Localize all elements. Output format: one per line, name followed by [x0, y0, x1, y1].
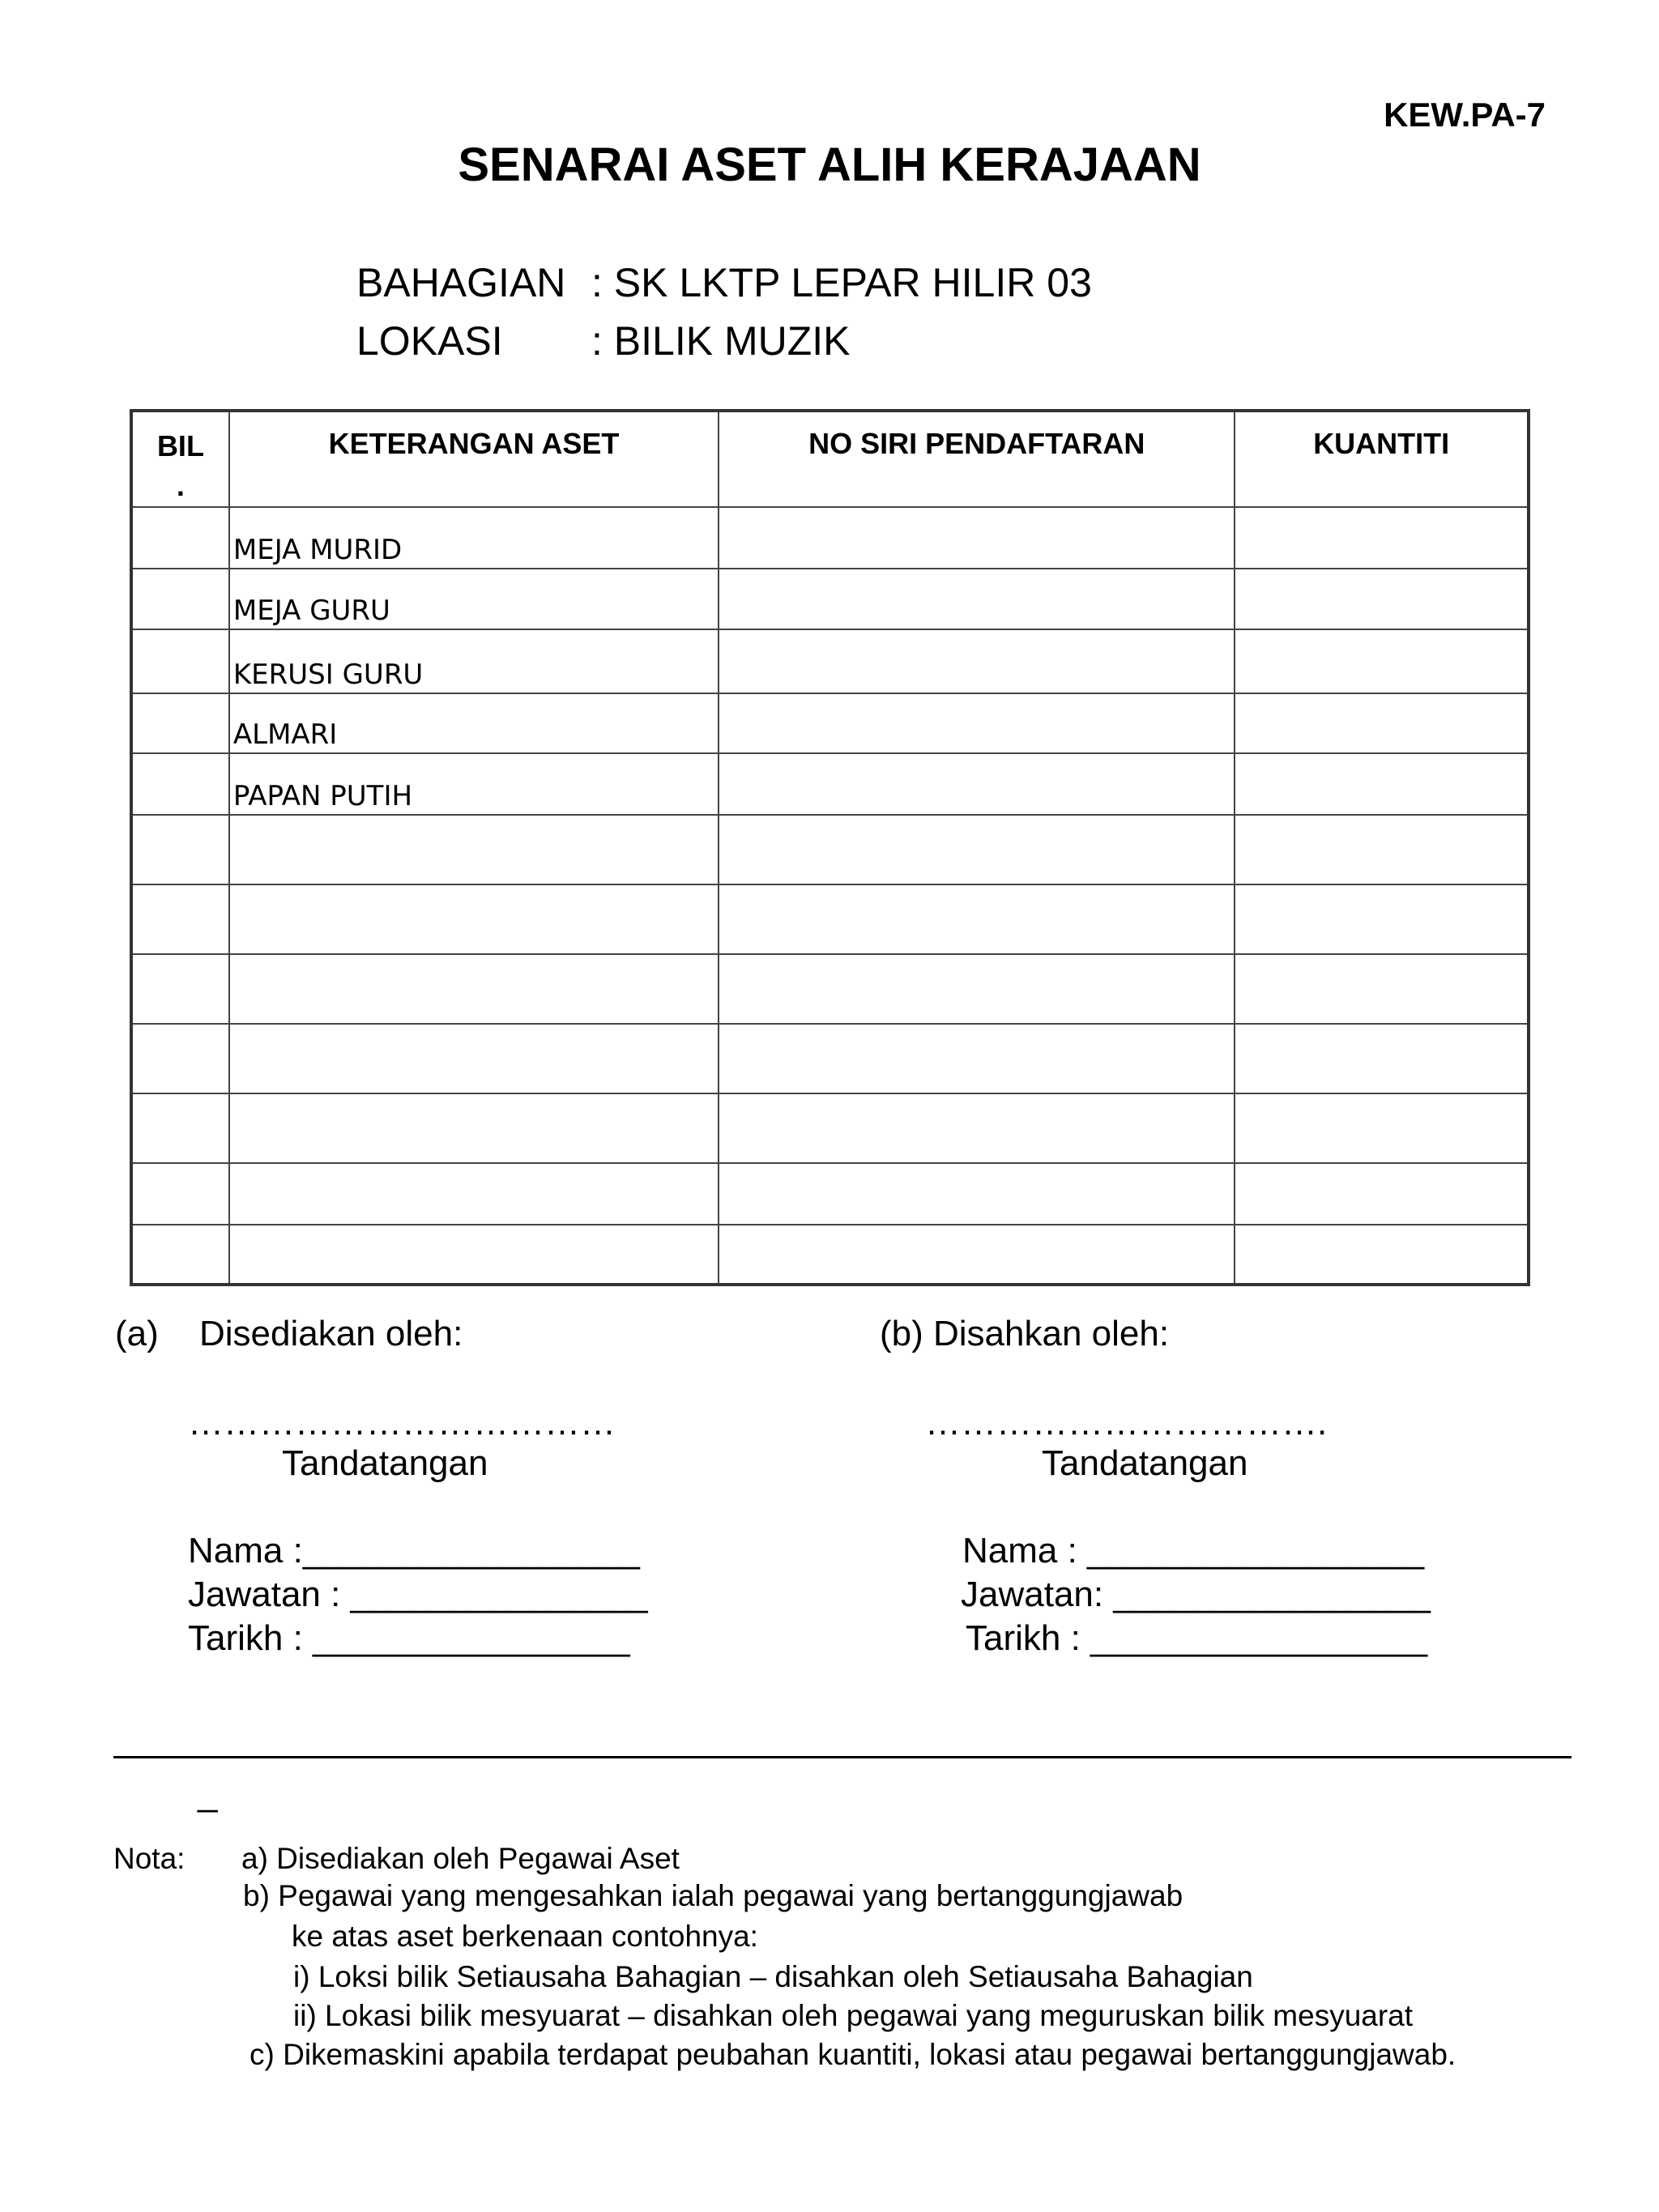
cell-kuantiti: [1235, 1163, 1529, 1225]
cell-keterangan: ALMARI: [229, 693, 719, 753]
page-title: SENARAI ASET ALIH KERAJAAN: [458, 139, 1201, 191]
cell-no-siri: [719, 1093, 1235, 1163]
bahagian-line: [356, 259, 1092, 306]
sig-a-tandatangan: Tandatangan: [282, 1443, 488, 1483]
sig-a-letter: (a): [115, 1314, 159, 1353]
cell-bil: [131, 569, 229, 629]
sig-a-label: Disediakan oleh:: [199, 1314, 463, 1353]
cell-bil: [131, 884, 229, 954]
sig-a-jawatan: Jawatan : _______________: [188, 1575, 648, 1614]
cell-no-siri: [719, 1163, 1235, 1225]
sig-b-dots: …………………………….: [925, 1403, 1328, 1443]
cell-bil: [131, 1163, 229, 1225]
cell-no-siri: [719, 884, 1235, 954]
lokasi-line: [356, 318, 851, 364]
separator-rule: [113, 1756, 1572, 1758]
cell-no-siri: [719, 693, 1235, 753]
bahagian-label: BAHAGIAN: [356, 260, 566, 305]
note-b: b) Pegawai yang mengesahkan ialah pegawai yang bertanggungjawab: [243, 1879, 1183, 1912]
cell-bil: [131, 693, 229, 753]
cell-kuantiti: [1235, 1225, 1529, 1285]
header-bil: BIL .: [131, 411, 229, 507]
cell-keterangan: [229, 1163, 719, 1225]
form-code: KEW.PA-7: [1384, 96, 1546, 134]
table-row: [131, 1225, 1529, 1285]
cell-keterangan: MEJA GURU: [229, 569, 719, 629]
cell-no-siri: [719, 1225, 1235, 1285]
cell-no-siri: [719, 569, 1235, 629]
note-i: i) Loksi bilik Setiausaha Bahagian – disahkan oleh Setiausaha Bahagian: [293, 1960, 1253, 1993]
cell-bil: [131, 954, 229, 1024]
lokasi-value: : BILIK MUZIK: [591, 318, 851, 364]
cell-bil: [131, 1093, 229, 1163]
sig-b-label: (b) Disahkan oleh:: [880, 1314, 1170, 1353]
separator-dash: _: [198, 1774, 218, 1813]
sig-a-dots: ………………………………: [188, 1403, 616, 1443]
cell-keterangan: [229, 1024, 719, 1093]
note-ii: ii) Lokasi bilik mesyuarat – disahkan oleh pegawai yang meguruskan bilik mesyuarat: [293, 1999, 1414, 2032]
cell-kuantiti: [1235, 629, 1529, 693]
cell-kuantiti: [1235, 1093, 1529, 1163]
cell-keterangan: KERUSI GURU: [229, 629, 719, 693]
cell-keterangan: [229, 1093, 719, 1163]
cell-bil: [131, 815, 229, 884]
cell-no-siri: [719, 507, 1235, 569]
cell-no-siri: [719, 815, 1235, 884]
sig-a-nama: Nama :_________________: [188, 1531, 640, 1571]
bahagian-value: : SK LKTP LEPAR HILIR 03: [591, 260, 1092, 305]
cell-keterangan: [229, 954, 719, 1024]
header-keterangan: KETERANGAN ASET: [229, 411, 719, 507]
cell-no-siri: [719, 753, 1235, 815]
cell-keterangan: PAPAN PUTIH: [229, 753, 719, 815]
note-label: Nota:: [113, 1842, 186, 1875]
cell-no-siri: [719, 629, 1235, 693]
cell-bil: [131, 1024, 229, 1093]
cell-keterangan: [229, 1225, 719, 1285]
cell-bil: [131, 507, 229, 569]
cell-kuantiti: [1235, 753, 1529, 815]
table-row: [131, 884, 1529, 954]
sig-b-tarikh: Tarikh : _________________: [966, 1618, 1428, 1658]
table-row: [131, 569, 1529, 629]
cell-bil: [131, 629, 229, 693]
sig-b-jawatan: Jawatan: ________________: [961, 1575, 1431, 1614]
table-row: [131, 815, 1529, 884]
cell-kuantiti: [1235, 954, 1529, 1024]
table-row: [131, 507, 1529, 569]
sig-b-nama: Nama : _________________: [962, 1531, 1425, 1571]
asset-table: [130, 409, 1530, 1286]
note-a: a) Disediakan oleh Pegawai Aset: [241, 1842, 680, 1875]
cell-kuantiti: [1235, 693, 1529, 753]
cell-kuantiti: [1235, 1024, 1529, 1093]
cell-no-siri: [719, 1024, 1235, 1093]
cell-kuantiti: [1235, 815, 1529, 884]
lokasi-label: LOKASI: [356, 318, 503, 364]
table-row: [131, 629, 1529, 693]
table-row: [131, 753, 1529, 815]
table-row: [131, 954, 1529, 1024]
header-kuantiti: KUANTITI: [1235, 411, 1529, 507]
cell-kuantiti: [1235, 507, 1529, 569]
table-row: [131, 1163, 1529, 1225]
cell-kuantiti: [1235, 569, 1529, 629]
table-row: [131, 1024, 1529, 1093]
cell-bil: [131, 753, 229, 815]
cell-keterangan: MEJA MURID: [229, 507, 719, 569]
cell-no-siri: [719, 954, 1235, 1024]
cell-bil: [131, 1225, 229, 1285]
table-row: [131, 1093, 1529, 1163]
table-header-row: [131, 411, 1529, 507]
cell-kuantiti: [1235, 884, 1529, 954]
cell-keterangan: [229, 884, 719, 954]
sig-a-tarikh: Tarikh : ________________: [188, 1618, 630, 1658]
sig-b-tandatangan: Tandatangan: [1042, 1443, 1248, 1483]
note-c: c) Dikemaskini apabila terdapat peubahan kuantiti, lokasi atau pegawai bertanggungjawab.: [249, 2038, 1456, 2071]
table-row: [131, 693, 1529, 753]
note-b-cont: ke atas aset berkenaan contohnya:: [292, 1920, 758, 1953]
header-no-siri: NO SIRI PENDAFTARAN: [719, 411, 1235, 507]
cell-keterangan: [229, 815, 719, 884]
